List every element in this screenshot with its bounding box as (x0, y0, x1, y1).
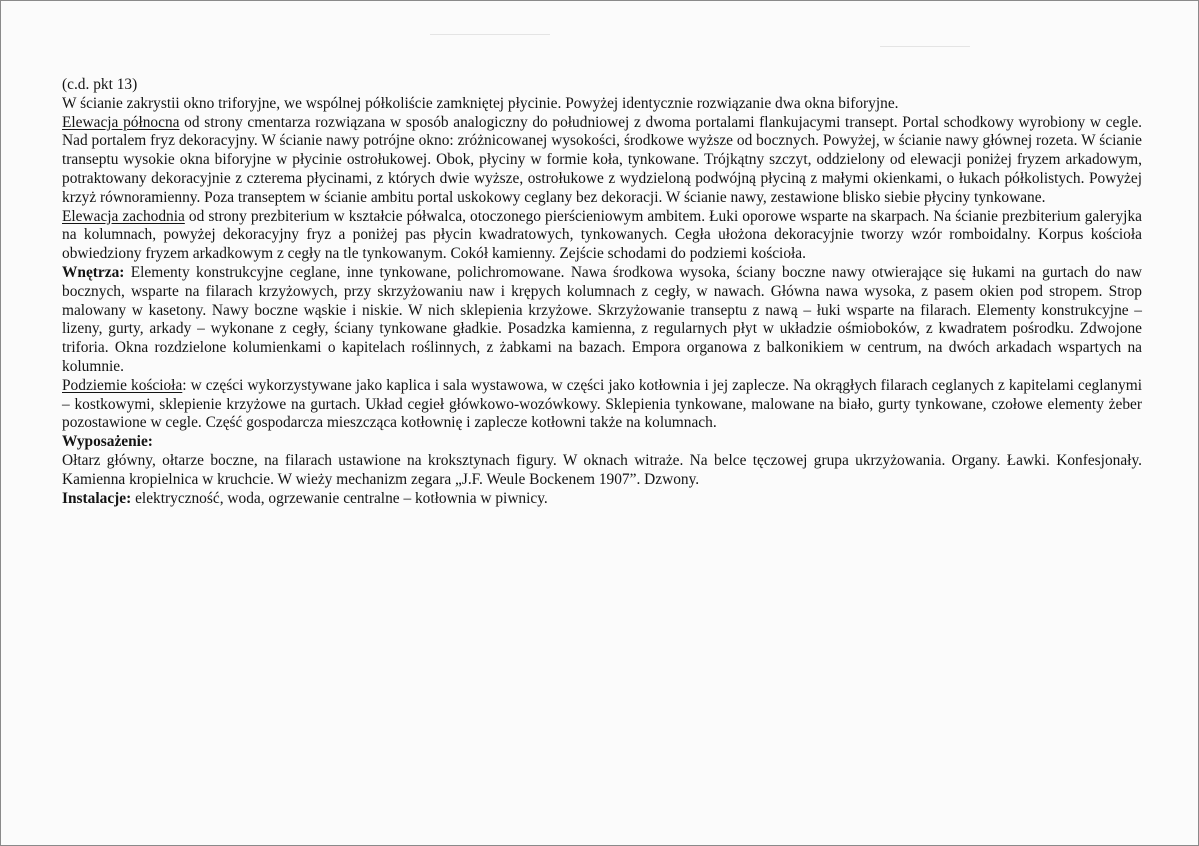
crypt-paragraph (62, 377, 1142, 433)
interior-text: Elementy konstrukcyjne ceglane, inne tynkowane, polichromowane. Nawa środkowa wysoka, ściany boczne nawy otwierające się łukami na gurtach do naw bocznych, wsparte na filarach krzyżowych, przy skrzyżowaniu naw i krępych kolumnach z cegły, w nawach. Główna nawa wysoka, z pasem okien pod stropem. Strop malowany w kasetony. Nawy boczne wąskie i niskie. W nich sklepienia krzyżowe. Skrzyżowanie transeptu z nawą – łuki wsparte na filarach. Elementy konstrukcyjne – lizeny, gurty, arkady – wykonane z cegły, ściany tynkowane gładkie. Posadzka kamienna, z regularnych płyt w układzie ośmioboków, z kwadratem pośrodku. Zdwojone triforia. Okna rozdzielone kolumienkami o kapitelach roślinnych, z żabkami na bazach. Empora organowa z balkonikiem w centrum, na dwóch arkadach wspartych na kolumnie. (62, 263, 1142, 375)
document-body (62, 76, 1142, 508)
equipment-text: Ołtarz główny, ołtarze boczne, na filarach ustawione na kroksztynach figury. W oknach witraże. Na belce tęczowej grupa ukrzyżowania. Organy. Ławki. Konfesjonały. Kamienna kropielnica w kruchcie. W wieży mechanizm zegara „J.F. Weule Bockenem 1907”. Dzwony. (62, 451, 1142, 488)
interior-heading: Wnętrza: (62, 263, 125, 281)
scan-artifact-line (430, 34, 550, 35)
installations-text: elektryczność, woda, ogrzewanie centralne – kotłownia w piwnicy. (131, 489, 548, 507)
north-elevation-paragraph (62, 114, 1142, 208)
sacristy-paragraph (62, 95, 1142, 114)
crypt-text: : w części wykorzystywane jako kaplica i sala wystawowa, w części jako kotłownia i jej zaplecze. Na okrągłych filarach ceglanych z kapitelami ceglanymi – kostkowymi, sklepienie krzyżowe na gurtach. Układ cegieł główkowo-wozówkowy. Sklepienia tynkowane, malowane na biało, gurty tynkowane, czołowe elementy żeber pozostawione w cegle. Część gospodarcza mieszcząca kotłownię i zaplecze kotłowni także na kolumnach. (62, 376, 1142, 432)
scan-artifact-line (880, 46, 970, 47)
north-elevation-text: od strony cmentarza rozwiązana w sposób analogiczny do południowej z dwoma portalami flankujacymi transept. Portal schodkowy wyrobiony w cegle. Nad portalem fryz dekoracyjny. W ścianie nawy potrójne okno: zróżnicowanej wysokości, środkowe wyższe od bocznych. Powyżej, w ścianie nawy głównej rozeta. W ścianie transeptu wysokie okna biforyjne w płycinie ostrołukowej. Obok, płyciny w formie koła, tynkowane. Trójkątny szczyt, oddzielony od elewacji poniżej fryzem arkadowym, potraktowany dekoracyjnie z czterema płycinami, z których dwie wyższe, ostrołukowe z wydzieloną podwójną płyciną z małymi okienkami, o łukach półkolistych. Powyżej krzyż równoramienny. Poza transeptem w ścianie ambitu portal uskokowy ceglany bez dekoracji. W ścianie nawy, zestawione blisko siebie płyciny tynkowane. (62, 113, 1142, 206)
north-elevation-label: Elewacja północna (62, 113, 180, 131)
west-elevation-label: Elewacja zachodnia (62, 207, 185, 225)
installations-paragraph (62, 490, 1142, 509)
equipment-heading-text: Wyposażenie: (62, 433, 153, 451)
sacristy-text: W ścianie zakrystii okno triforyjne, we wspólnej półkoliście zamkniętej płycinie. Powyżej identycznie rozwiązanie dwa okna biforyjne. (62, 94, 899, 112)
continuation-note (62, 76, 1142, 95)
west-elevation-text: od strony prezbiterium w kształcie półwalca, otoczonego pierścieniowym ambitem. Łuki oporowe wsparte na skarpach. Na ścianie prezbiterium galeryjka na kolumnach, powyżej dekoracyjny fryz a poniżej pas płycin kwadratowych, tynkowanych. Cegła ułożona dekoracyjnie tworzy wzór romboidalny. Korpus kościoła obwiedziony fryzem arkadkowym z cegły na tle tynkowanym. Cokół kamienny. Zejście schodami do podziemi kościoła. (62, 207, 1142, 263)
installations-heading: Instalacje: (62, 489, 132, 507)
continuation-text: (c.d. pkt 13) (62, 76, 138, 93)
interior-paragraph (62, 264, 1142, 377)
crypt-label: Podziemie kościoła (62, 376, 183, 394)
west-elevation-paragraph (62, 208, 1142, 264)
equipment-paragraph (62, 452, 1142, 490)
equipment-heading (62, 433, 1142, 452)
